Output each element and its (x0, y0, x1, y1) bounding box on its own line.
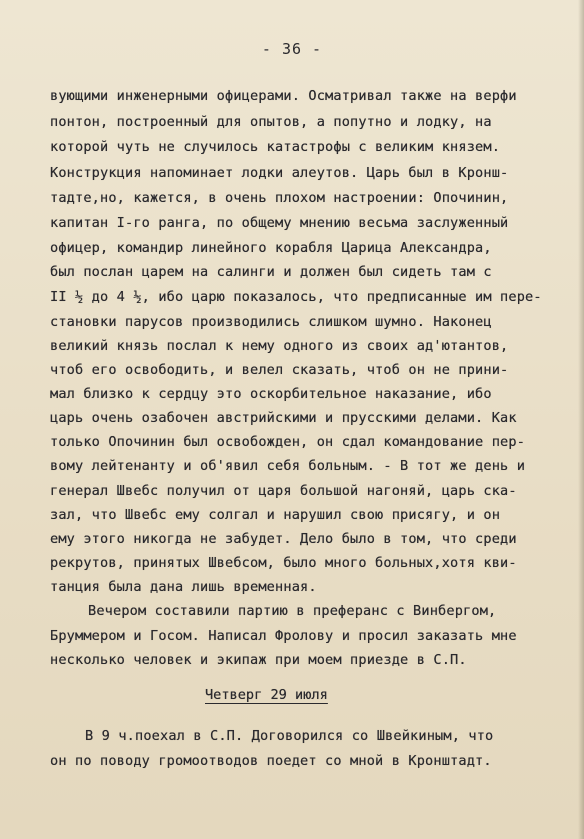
text-line: Бруммером и Госом. Написал Фролову и просил заказать мне (50, 628, 517, 644)
text-line: великий князь послал к нему одного из своих ад'ютантов, (50, 338, 509, 354)
date-heading: Четверг 29 июля (205, 687, 328, 703)
text-line: вующими инженерными офицерами. Осматривал также на верфи (50, 88, 517, 104)
text-line: которой чуть не случилось катастрофы с великим князем. (50, 139, 501, 155)
text-line: мал близко к сердцу это оскорбительное наказание, ибо (50, 386, 492, 402)
text-line: тадте,но, кажется, в очень плохом настроении: Опочинин, (50, 190, 509, 206)
text-line: В 9 ч.поехал в С.П. Договорился со Швейкиным, что (85, 728, 494, 744)
page-edge-shadow (578, 0, 584, 839)
text-line: понтон, построенный для опытов, а попутно и лодку, на (50, 114, 492, 130)
page-number: - 36 - (261, 40, 323, 58)
text-line: танция была дана лишь временная. (50, 579, 317, 595)
text-line: II ½ до 4 ½, ибо царю показалось, что предписанные им пере- (50, 289, 542, 305)
text-line: капитан I-го ранга, по общему мнению весьма заслуженный (50, 215, 509, 231)
text-line: генерал Швебс получил от царя большой нагоняй, царь ска- (50, 483, 517, 499)
text-line: зал, что Швебс ему солгал и нарушил свою присягу, и он (50, 507, 501, 523)
text-line: ему этого никогда не забудет. Дело было в том, что среди (50, 531, 517, 547)
text-line: чтоб его освободить, и велел сказать, чтоб он не прини- (50, 362, 509, 378)
text-line: офицер, командир линейного корабля Царица Александра, (50, 240, 492, 256)
text-line: рекрутов, принятых Швебсом, было много больных,хотя кви- (50, 555, 517, 571)
text-line: несколько человек и экипаж при моем приезде в С.П. (50, 652, 467, 668)
text-line: царь очень озабочен австрийскими и прусскими делами. Как (50, 410, 517, 426)
text-line: он по поводу громоотводов поедет со мной в Кронштадт. (50, 753, 492, 769)
text-line: был послан царем на салинги и должен был сидеть там с (50, 264, 492, 280)
text-line: вому лейтенанту и об'явил себя больным. - В тот же день и (50, 458, 526, 474)
text-line: только Опочинин был освобожден, он сдал командование пер- (50, 434, 526, 450)
text-line: Конструкция напоминает лодки алеутов. Царь был в Кронш- (50, 165, 509, 181)
text-line: Вечером составили партию в преферанс с Винбергом, (88, 603, 497, 619)
text-line: становки парусов производились слишком шумно. Наконец (50, 314, 492, 330)
